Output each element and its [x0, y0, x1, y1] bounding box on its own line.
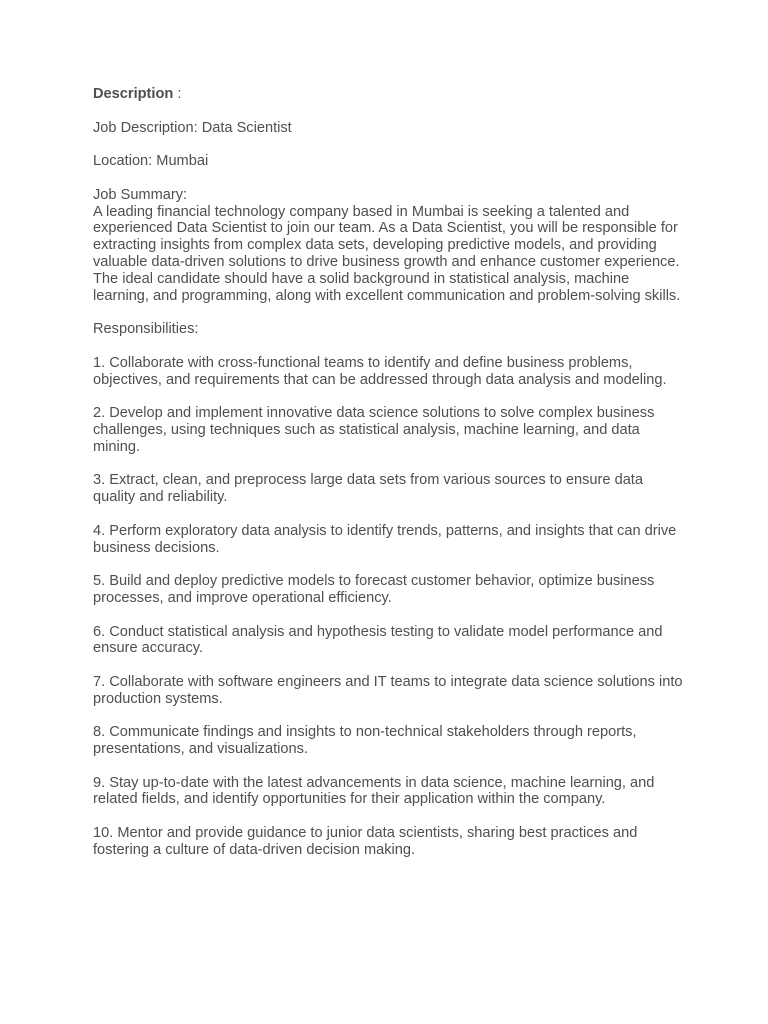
description-heading	[93, 86, 688, 103]
responsibility-item: 7. Collaborate with software engineers and IT teams to integrate data science solutions into production systems.	[93, 673, 683, 707]
responsibility-item: 4. Perform exploratory data analysis to identify trends, patterns, and insights that can drive business decisions.	[93, 522, 677, 556]
responsibility-item: 1. Collaborate with cross-functional teams to identify and define business problems, objectives, and requirements that can be addressed through data analysis and modeling.	[93, 354, 667, 388]
description-suffix: :	[173, 86, 182, 102]
responsibility-item: 10. Mentor and provide guidance to junior data scientists, sharing best practices and fostering a culture of data-driven decision making.	[93, 825, 638, 858]
description-label: Description	[93, 86, 174, 102]
responsibility-item: 6. Conduct statistical analysis and hypothesis testing to validate model performance and ensure accuracy.	[93, 623, 663, 657]
responsibility-item: 5. Build and deploy predictive models to forecast customer behavior, optimize business processes, and improve operational efficiency.	[93, 573, 655, 606]
job-summary-text: A leading financial technology company based in Mumbai is seeking a talented and experienced Data Scientist to join our team. As a Data Scientist, you will be responsible for extracting insights from complex data sets, developing predictive models, and providing valuable data-driven solutions to drive business growth and enhance customer experience. The ideal candidate should have a solid background in statistical analysis, machine learning, and programming, along with excellent communication and problem-solving skills.	[93, 203, 681, 304]
location-line: Location: Mumbai	[93, 153, 209, 170]
job-title-line: Job Description: Data Scientist	[93, 119, 292, 136]
responsibility-item: 2. Develop and implement innovative data science solutions to solve complex business challenges, using techniques such as statistical analysis, machine learning, and data mining.	[93, 405, 655, 455]
responsibilities-label: Responsibilities:	[93, 321, 199, 338]
responsibility-item: 3. Extract, clean, and preprocess large data sets from various sources to ensure data quality and reliability.	[93, 472, 643, 506]
job-summary	[93, 187, 688, 305]
responsibility-item: 8. Communicate findings and insights to non-technical stakeholders through reports, presentations, and visualizations.	[93, 724, 637, 758]
responsibility-item: 9. Stay up-to-date with the latest advancements in data science, machine learning, and related fields, and identify opportunities for their application within the company.	[93, 774, 655, 808]
responsibilities-list	[93, 355, 688, 859]
job-summary-label: Job Summary:	[93, 186, 188, 203]
